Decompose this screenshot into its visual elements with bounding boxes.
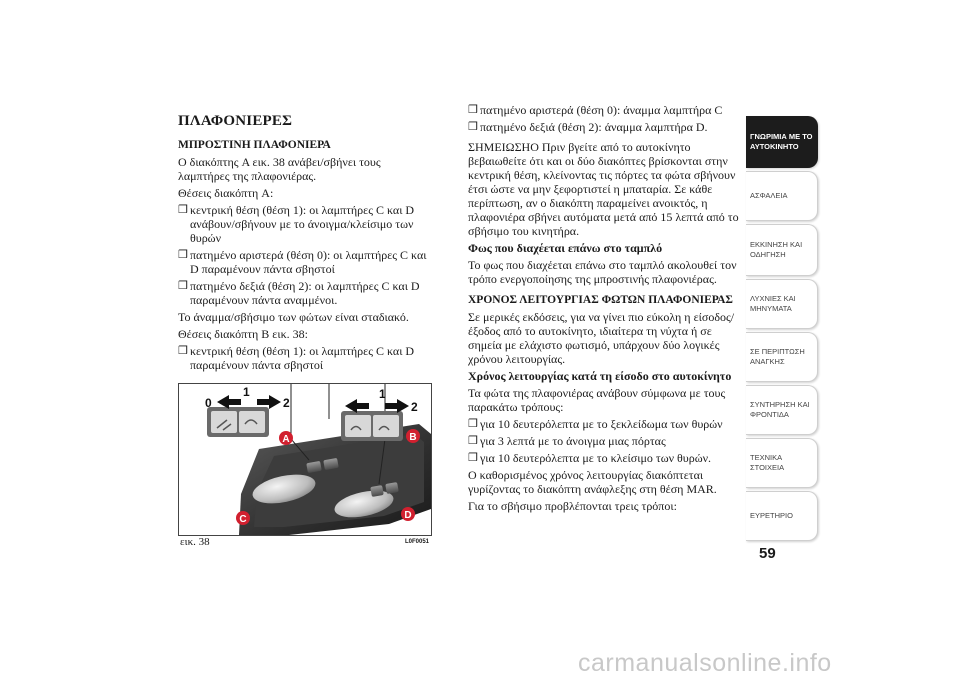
- paragraph: Ο καθορισμένος χρόνος λειτουργίας διακόπτεται γυρίζοντας το διακόπτη ανάφλεξης στη θέση MAR.: [468, 468, 717, 496]
- position-2-label: 2: [283, 396, 290, 410]
- left-column: [178, 112, 434, 375]
- list-item: ❒ πατημένο αριστερά (θέση 0): οι λαμπτήρες C και D παραμένουν πάντα σβηστοί: [178, 248, 427, 276]
- svg-text:D: D: [404, 510, 412, 521]
- paragraph: Το άναμμα/σβήσιμο των φώτων είναι σταδιακό.: [178, 310, 409, 324]
- paragraph: Ο διακόπτης A εικ. 38 ανάβει/σβήνει τους λαμπτήρες της πλαφονιέρας.: [178, 155, 381, 183]
- list-item: ❒ κεντρική θέση (θέση 1): οι λαμπτήρες C και D ανάβουν/σβήνουν με το άνοιγμα/κλείσιμο των θυρών: [178, 203, 415, 245]
- paragraph: Θέσεις διακόπτη B εικ. 38:: [178, 327, 308, 341]
- page-number: 59: [759, 545, 776, 562]
- checkbox-bullet-icon: ❒: [468, 435, 478, 447]
- figure-code: L0F0051: [404, 539, 429, 545]
- arrow-right-icon: [385, 399, 409, 413]
- section-title: ΧΡΟΝΟΣ ΛΕΙΤΟΥΡΓΙΑΣ ΦΩΤΩΝ ΠΛΑΦΟΝΙΕΡΑΣ: [468, 294, 733, 306]
- figure-caption: εικ. 38: [180, 536, 210, 548]
- figure-frame: [178, 383, 432, 536]
- svg-text:C: C: [239, 514, 247, 525]
- arrow-right-icon: [257, 395, 281, 409]
- paragraph: Σε μερικές εκδόσεις, για να γίνει πιο εύκολη η είσοδος/έξοδος από το αυτοκίνητο, ιδιαίτερα τη νύχτα ή σε σημεία με ελάχιστο φωτισμό, υπάρχουν δύο λογικές χρόνου λειτουργίας.: [468, 310, 735, 366]
- list-item: ❒ για 10 δευτερόλεπτα με το ξεκλείδωμα των θυρών: [468, 417, 723, 431]
- checkbox-bullet-icon: ❒: [468, 418, 478, 430]
- ceiling-light-illustration: [179, 384, 431, 535]
- position-1-label: 1: [243, 385, 250, 399]
- figure-38: [178, 383, 433, 550]
- tab-index[interactable]: ΕΥΡΕΤΗΡΙΟ: [746, 491, 818, 541]
- tab-technical-data[interactable]: ΤΕΧΝΙΚΑ ΣΤΟΙΧΕΙΑ: [746, 438, 818, 488]
- checkbox-bullet-icon: ❒: [468, 121, 478, 133]
- list-item: ❒ πατημένο δεξιά (θέση 2): οι λαμπτήρες C και D παραμένουν πάντα αναμμένοι.: [178, 279, 420, 307]
- position-2-label: 2: [411, 400, 418, 414]
- paragraph-heading: Φως που διαχέεται επάνω στο ταμπλό: [468, 241, 663, 255]
- list-item: ❒ κεντρική θέση (θέση 1): οι λαμπτήρες C και D παραμένουν πάντα σβηστοί: [178, 344, 415, 372]
- checkbox-bullet-icon: ❒: [468, 104, 478, 116]
- callout-a: [279, 431, 293, 445]
- checkbox-bullet-icon: ❒: [178, 204, 188, 216]
- subsection-title: ΜΠΡΟΣΤΙΝΗ ΠΛΑΦΟΝΙΕΡΑ: [178, 139, 331, 151]
- section-title: ΠΛΑΦΟΝΙΕΡΕΣ: [178, 113, 293, 129]
- tab-safety[interactable]: ΑΣΦΑΛΕΙΑ: [746, 171, 818, 221]
- paragraph: Το φως που διαχέεται επάνω στο ταμπλό ακολουθεί τον τρόπο ενεργοποίησης της μπροστινής πλαφονιέρας.: [468, 258, 737, 286]
- checkbox-bullet-icon: ❒: [178, 345, 188, 357]
- tab-lights-messages[interactable]: ΛΥΧΝΙΕΣ ΚΑΙ ΜΗΝΥΜΑΤΑ: [746, 279, 818, 329]
- paragraph: Τα φώτα της πλαφονιέρας ανάβουν σύμφωνα με τους παρακάτω τρόπους:: [468, 386, 726, 414]
- callout-c: [236, 511, 250, 525]
- right-column: [468, 103, 748, 516]
- position-0-label: 0: [351, 400, 358, 414]
- checkbox-bullet-icon: ❒: [178, 249, 188, 261]
- svg-text:A: A: [282, 434, 290, 445]
- paragraph-heading: Χρόνος λειτουργίας κατά τη είσοδο στο αυτοκίνητο: [468, 369, 732, 383]
- callout-b: [406, 429, 420, 443]
- svg-text:B: B: [409, 432, 417, 443]
- tab-starting-driving[interactable]: ΕΚΚΙΝΗΣΗ ΚΑΙ ΟΔΗΓΗΣΗ: [746, 224, 818, 276]
- tab-getting-to-know[interactable]: ΓΝΩΡΙΜΙΑ ΜΕ ΤΟ ΑΥΤΟΚΙΝΗΤΟ: [746, 116, 818, 168]
- list-item: ❒ πατημένο δεξιά (θέση 2): άναμμα λαμπτήρα D.: [468, 120, 708, 134]
- tab-emergency[interactable]: ΣΕ ΠΕΡΙΠΤΩΣΗ ΑΝΑΓΚΗΣ: [746, 332, 818, 382]
- watermark: carmanualsonline.info: [578, 649, 832, 677]
- position-1-label: 1: [379, 387, 386, 401]
- callout-d: [401, 507, 415, 521]
- tab-maintenance[interactable]: ΣΥΝΤΗΡΗΣΗ ΚΑΙ ΦΡΟΝΤΙΔΑ: [746, 385, 818, 435]
- position-0-label: 0: [205, 396, 212, 410]
- paragraph: Για το σβήσιμο προβλέπονται τρεις τρόποι:: [468, 499, 677, 513]
- switch-b: [370, 485, 384, 497]
- list-item: ❒ για 10 δευτερόλεπτα με το κλείσιμο των θυρών.: [468, 451, 712, 465]
- paragraph: Θέσεις διακόπτη A:: [178, 186, 274, 200]
- list-item: ❒ πατημένο αριστερά (θέση 0): άναμμα λαμπτήρα C: [468, 103, 723, 117]
- list-item: ❒ για 3 λεπτά με το άνοιγμα μιας πόρτας: [468, 434, 666, 448]
- note-paragraph: ΣΗΜΕΙΩΣΗΟ Πριν βγείτε από το αυτοκίνητο βεβαιωθείτε ότι και οι δύο διακόπτες βρίσκονται στην κεντρική θέση, κλείνοντας τις πόρτες τα φώτα σβήνουν έτσι ώστε να μην ξεφορτιστεί η μπαταρία. Σε κάθε περίπτωση, αν ο διακόπτη παραμείνει ανοικτός, η πλαφονιέρα σβήνει αυτόματα μετά από 15 λεπτά από το σβήσιμο του κινητήρα.: [468, 140, 739, 238]
- arrow-left-icon: [217, 395, 241, 409]
- checkbox-bullet-icon: ❒: [468, 452, 478, 464]
- checkbox-bullet-icon: ❒: [178, 280, 188, 292]
